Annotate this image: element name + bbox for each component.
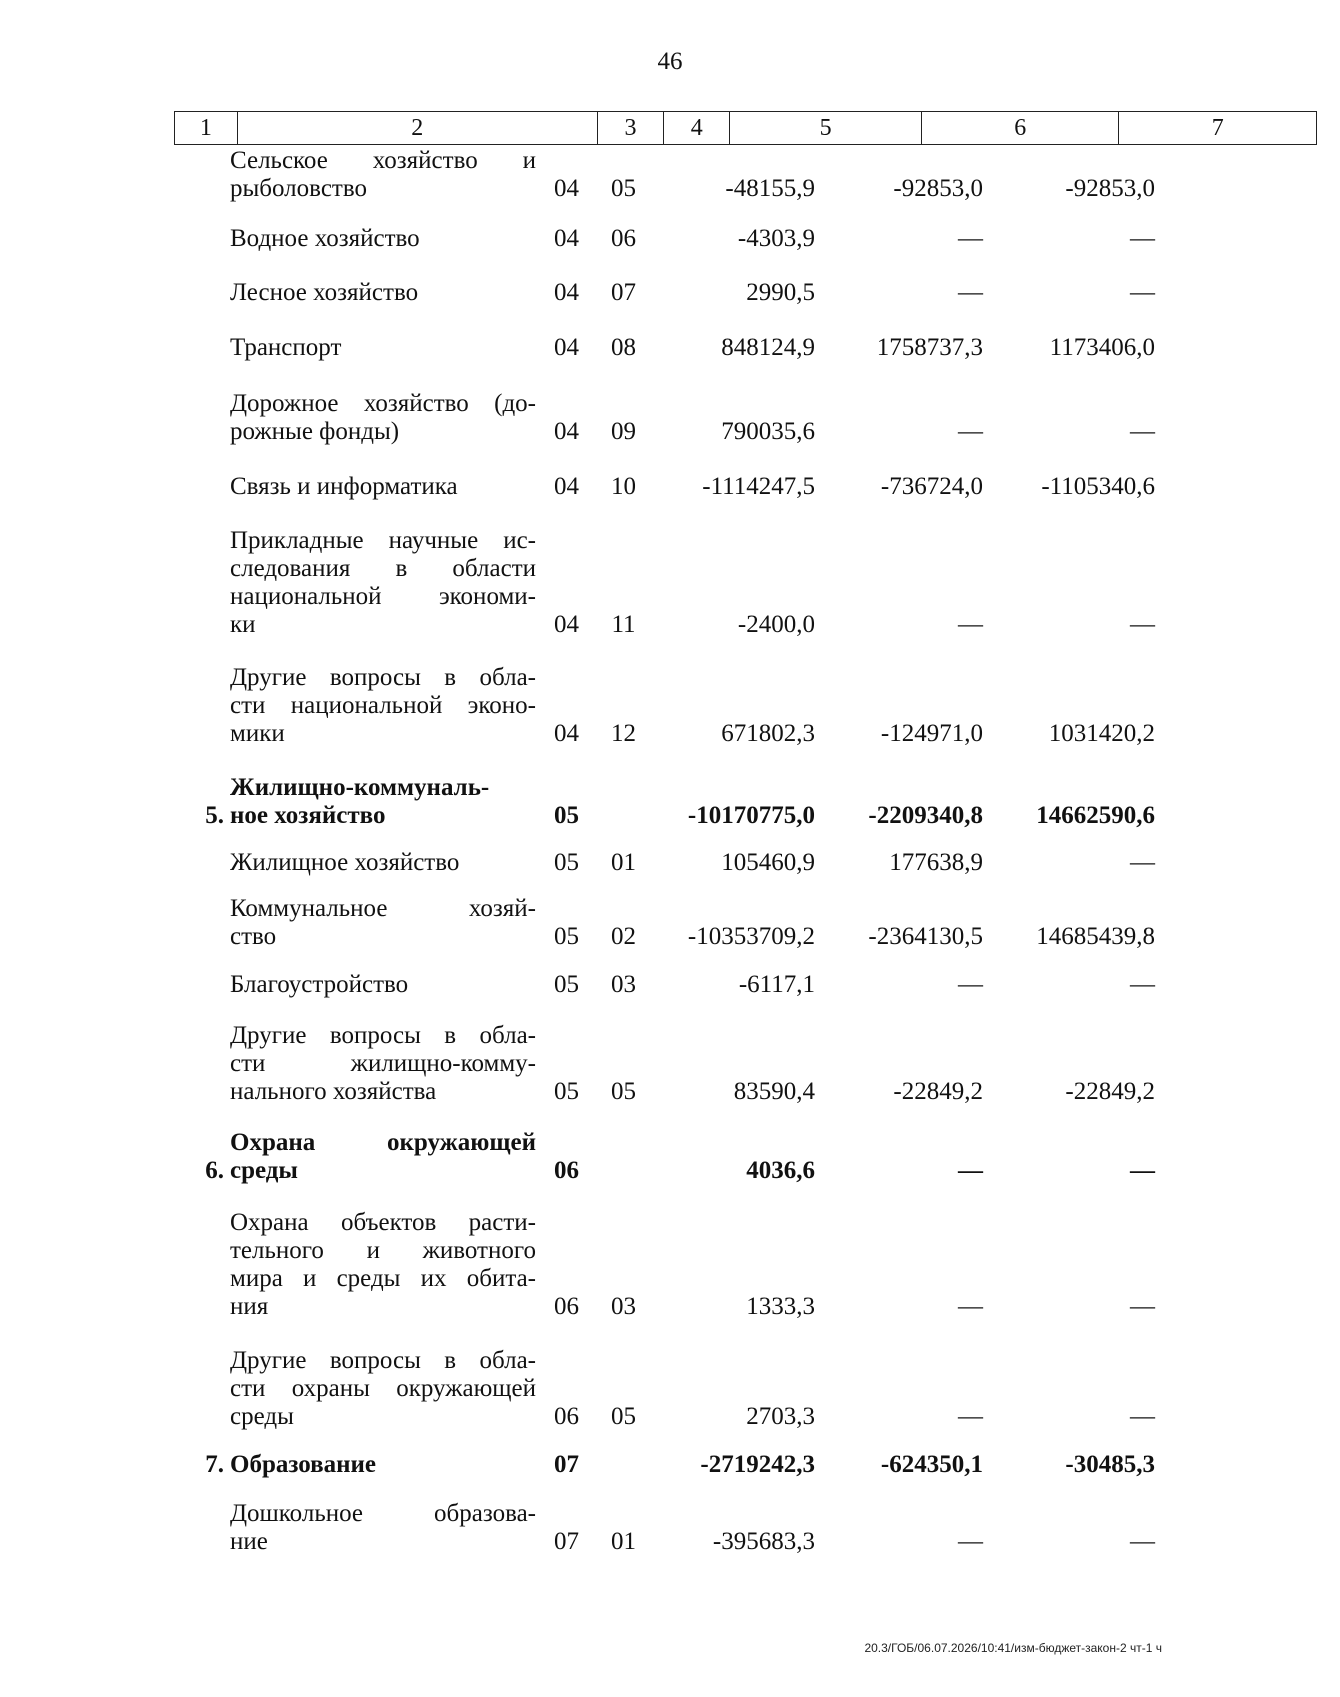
subsection-code: 11 [611,611,636,638]
section-code: 05 [554,923,579,950]
value-column-6: 177638,9 [889,849,983,876]
row-name-line: Водное хозяйство [230,225,420,252]
section-code: 04 [554,611,579,638]
row-name-line: мики [230,720,285,747]
value-column-5: 83590,4 [733,1078,815,1105]
subsection-code: 03 [611,971,636,998]
row-name-line: ние [230,1528,268,1555]
row-name-line: сти жилищно-комму- [230,1050,536,1077]
row-name-line: Дошкольное образова- [230,1500,536,1527]
row-name-line: ное хозяйство [230,802,386,829]
section-code: 06 [554,1403,579,1430]
subsection-code: 10 [611,473,636,500]
subsection-code: 12 [611,720,636,747]
value-column-5: -4303,9 [737,225,815,252]
table-row [174,473,1317,501]
value-column-6: -624350,1 [880,1451,983,1478]
row-name-line: рожные фонды) [230,418,400,445]
value-column-6: — [958,279,983,306]
row-name-line: следования в области [230,555,536,582]
section-row [174,1451,1317,1479]
row-name-line: рыболовство [230,175,367,202]
row-name-line: среды [230,1403,294,1430]
value-column-7: 14685439,8 [1036,923,1155,950]
row-name-line: ство [230,923,277,950]
column-header: 2 [237,112,597,145]
row-name [228,1500,538,1556]
section-number: 7. [205,1451,224,1478]
value-column-5: -6117,1 [738,971,815,998]
table-row [174,527,1317,639]
row-name [228,664,538,748]
row-name-line: ки [230,611,256,638]
value-column-5: 1333,3 [746,1293,815,1320]
section-code: 04 [554,175,579,202]
table-row [174,971,1317,999]
value-column-5: 2990,5 [746,279,815,306]
subsection-code: 01 [611,849,636,876]
section-code: 04 [554,473,579,500]
value-column-7: -22849,2 [1065,1078,1155,1105]
section-code: 05 [554,971,579,998]
budget-table-body [174,147,1317,1556]
value-column-6: -2209340,8 [868,802,983,829]
row-name-line: Охрана объектов расти- [230,1209,536,1236]
row-name [228,849,538,877]
value-column-6: — [958,1403,983,1430]
value-column-6: -92853,0 [893,175,983,202]
value-column-6: — [958,418,983,445]
row-name-line: ния [230,1293,269,1320]
row-name-line: сти национальной эконо- [230,692,536,719]
value-column-6: — [958,1157,983,1184]
column-header: 5 [730,112,922,145]
row-name-line: Жилищное хозяйство [230,849,460,876]
value-column-5: -2719242,3 [700,1451,815,1478]
value-column-5: 2703,3 [746,1403,815,1430]
value-column-7: 1031420,2 [1048,720,1155,747]
value-column-6: — [958,971,983,998]
value-column-7: — [1130,1403,1155,1430]
section-row [174,774,1317,830]
row-name [228,971,538,999]
section-code: 04 [554,225,579,252]
value-column-6: -736724,0 [880,473,983,500]
value-column-5: 848124,9 [721,334,815,361]
subsection-code: 05 [611,1078,636,1105]
row-name-line: Связь и информатика [230,473,458,500]
section-code: 05 [554,802,579,829]
page-number: 46 [657,48,683,75]
subsection-code: 01 [611,1528,636,1555]
row-name-line: Транспорт [230,334,342,361]
value-column-5: -2400,0 [737,611,815,638]
row-name [228,774,538,830]
row-name-line: Сельское хозяйство и [230,147,536,174]
value-column-7: — [1130,971,1155,998]
row-name [228,390,538,446]
row-name [228,473,538,501]
subsection-code: 08 [611,334,636,361]
table-row [174,1347,1317,1431]
table-row [174,895,1317,951]
table-row [174,334,1317,362]
value-column-6: — [958,225,983,252]
row-name-line: мира и среды их обита- [230,1265,536,1292]
value-column-5: -1114247,5 [702,473,815,500]
subsection-code: 03 [611,1293,636,1320]
row-name [228,1129,538,1185]
section-row [174,1129,1317,1185]
subsection-code: 05 [611,1403,636,1430]
subsection-code: 05 [611,175,636,202]
value-column-5: -10353709,2 [687,923,815,950]
row-name [228,1347,538,1431]
section-code: 04 [554,334,579,361]
row-name [228,225,538,253]
row-name-line: среды [230,1157,298,1184]
section-code: 06 [554,1157,579,1184]
row-name-line: Образование [230,1451,377,1478]
row-name [228,147,538,203]
section-number: 5. [205,802,224,829]
table-row [174,1209,1317,1321]
value-column-7: -1105340,6 [1041,473,1155,500]
value-column-7: — [1130,849,1155,876]
section-code: 07 [554,1451,579,1478]
value-column-7: — [1130,225,1155,252]
row-name [228,1022,538,1106]
table-row [174,147,1317,203]
value-column-6: -124971,0 [880,720,983,747]
section-code: 04 [554,279,579,306]
section-number: 6. [205,1157,224,1184]
section-code: 06 [554,1293,579,1320]
subsection-code: 02 [611,923,636,950]
column-header: 4 [664,112,730,145]
row-name-line: Другие вопросы в обла- [230,1022,536,1049]
row-name [228,279,538,307]
row-name-line: Благоустройство [230,971,409,998]
value-column-7: — [1130,1157,1155,1184]
table-row [174,849,1317,877]
subsection-code: 06 [611,225,636,252]
value-column-7: — [1130,1293,1155,1320]
row-name-line: сти охраны окружающей [230,1375,536,1402]
table-row [174,390,1317,446]
value-column-6: — [958,1528,983,1555]
section-code: 05 [554,1078,579,1105]
value-column-5: 4036,6 [746,1157,815,1184]
table-row [174,279,1317,307]
row-name-line: Другие вопросы в обла- [230,664,536,691]
value-column-5: -10170775,0 [687,802,815,829]
value-column-5: -48155,9 [725,175,815,202]
value-column-5: -395683,3 [712,1528,815,1555]
value-column-6: — [958,611,983,638]
column-header-row [175,112,1317,145]
section-code: 04 [554,720,579,747]
row-name [228,334,538,362]
value-column-7: — [1130,1528,1155,1555]
row-name-line: Коммунальное хозяй- [230,895,536,922]
table-row [174,1500,1317,1556]
section-code: 04 [554,418,579,445]
row-name-line: национальной экономи- [230,583,536,610]
row-name-line: Лесное хозяйство [230,279,419,306]
section-code: 07 [554,1528,579,1555]
table-row [174,225,1317,253]
value-column-6: 1758737,3 [876,334,983,361]
value-column-7: -92853,0 [1065,175,1155,202]
row-name [228,1209,538,1321]
value-column-7: — [1130,611,1155,638]
value-column-6: -22849,2 [893,1078,983,1105]
table-row [174,1022,1317,1106]
row-name-line: Жилищно-коммуналь- [230,774,490,801]
row-name-line: Дорожное хозяйство (до- [230,390,536,417]
column-header-table [174,111,1317,145]
footer-document-code: 20.3/ГОБ/06.07.2026/10:41/изм-бюджет-закон-2 чт-1 ч [864,1641,1162,1655]
value-column-5: 671802,3 [721,720,815,747]
value-column-7: -30485,3 [1065,1451,1155,1478]
row-name-line: Прикладные научные ис- [230,527,536,554]
value-column-7: — [1130,418,1155,445]
subsection-code: 07 [611,279,636,306]
row-name-line: нального хозяйства [230,1078,437,1105]
value-column-7: — [1130,279,1155,306]
value-column-5: 790035,6 [721,418,815,445]
row-name-line: тельного и животного [230,1237,536,1264]
value-column-7: 1173406,0 [1049,334,1155,361]
value-column-6: -2364130,5 [868,923,983,950]
table-row [174,664,1317,748]
row-name-line: Охрана окружающей [230,1129,536,1156]
row-name-line: Другие вопросы в обла- [230,1347,536,1374]
value-column-7: 14662590,6 [1036,802,1155,829]
row-name [228,1451,538,1479]
column-header: 6 [922,112,1119,145]
value-column-6: — [958,1293,983,1320]
column-header: 3 [597,112,663,145]
column-header: 7 [1119,112,1317,145]
section-code: 05 [554,849,579,876]
row-name [228,527,538,639]
value-column-5: 105460,9 [721,849,815,876]
row-name [228,895,538,951]
column-header: 1 [175,112,238,145]
subsection-code: 09 [611,418,636,445]
